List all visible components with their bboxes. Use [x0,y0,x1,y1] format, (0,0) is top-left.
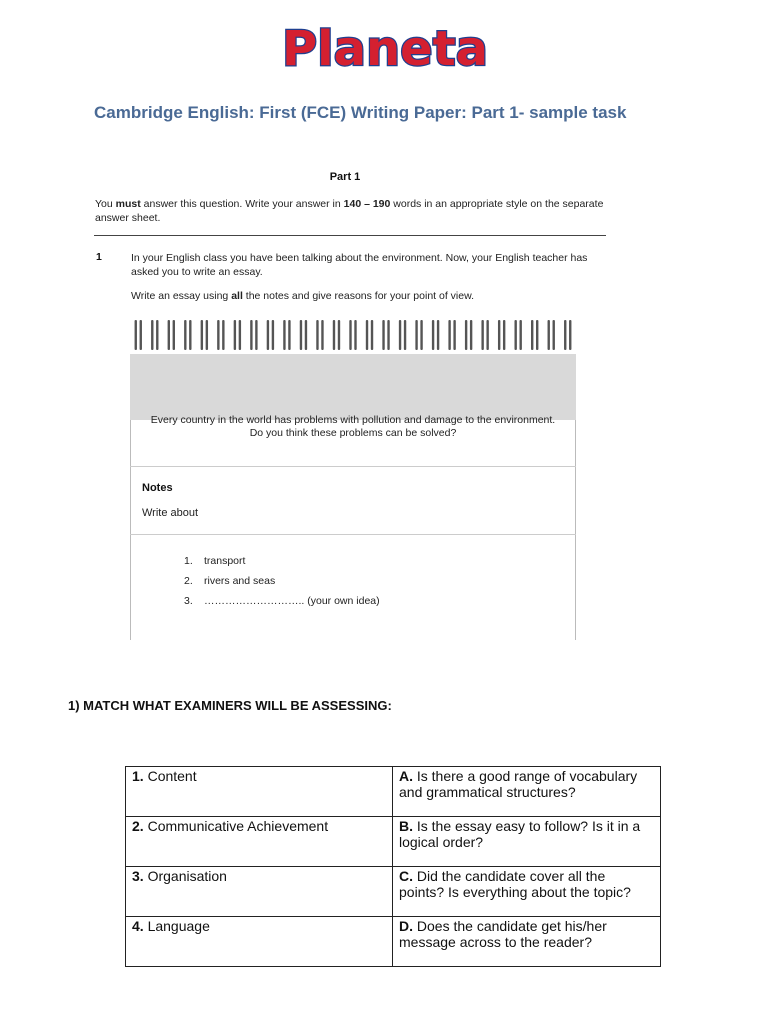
criterion-cell [126,767,393,817]
description-letter: D. [399,918,413,934]
part-heading [0,171,690,183]
criterion-text: Language [143,918,210,934]
description-text: Is the essay easy to follow? Is it in a logical order? [399,818,641,850]
table-row [126,767,661,817]
notes-list [184,555,380,615]
question-number: 1 [96,251,102,263]
table-row [126,917,661,967]
criterion-number: 2. [132,818,144,834]
logo-text: Planeta [281,21,489,77]
description-text: Does the candidate get his/her message across to the reader? [399,918,607,950]
matching-table [125,766,661,967]
spiral-binding-icon [130,318,576,354]
notes-list-item [184,555,380,575]
task-instructions [95,197,615,225]
criterion-text: Content [143,768,197,784]
description-cell [393,817,661,867]
criterion-text: Organisation [143,868,227,884]
description-letter: A. [399,768,413,784]
instructions-text: answer this question. Write your answer in [140,198,344,210]
description-text: Is there a good range of vocabulary and grammatical structures? [399,768,638,800]
notes-item-number: 3. [184,595,193,607]
planeta-logo [250,18,520,80]
description-text: Did the candidate cover all the points? Is everything about the topic? [399,868,631,900]
question-instruction-text: the notes and give reasons for your point of view. [242,290,475,302]
question-instruction [131,290,601,302]
question-instruction-bold: all [231,290,243,302]
essay-prompt [130,414,576,440]
notes-list-item [184,575,380,595]
criterion-number: 4. [132,918,144,934]
table-row [126,867,661,917]
notes-item-text: transport [204,555,246,567]
instructions-text: You [95,198,116,210]
essay-prompt-line: Do you think these problems can be solved? [249,427,457,439]
instructions-bold-wordcount: 140 – 190 [343,198,391,210]
question-instruction-text: Write an essay using [131,290,232,302]
divider-line [94,235,606,236]
description-cell [393,917,661,967]
document-title: Cambridge English: First (FCE) Writing Paper: Part 1- sample task [94,103,627,122]
instructions-text: words in an appropriate style on the separate answer sheet. [95,198,604,224]
essay-prompt-line: Every country in the world has problems with pollution and damage to the environment. [150,414,556,426]
notes-item-number: 1. [184,555,193,567]
criterion-number: 1. [132,768,144,784]
part-heading-text: Part 1 [329,171,361,183]
question-text: In your English class you have been talking about the environment. Now, your English teacher has asked you to write an essay. [131,252,588,278]
notes-label: Notes [142,482,173,494]
notes-item-text: ……………………….. (your own idea) [204,595,380,607]
criterion-text: Communicative Achievement [143,818,329,834]
section-heading: 1) MATCH WHAT EXAMINERS WILL BE ASSESSING: [68,698,392,713]
criterion-number: 3. [132,868,144,884]
notepad-box [130,318,576,640]
instructions-bold-must: must [115,198,141,210]
criterion-cell [126,867,393,917]
notes-item-text: rivers and seas [204,575,276,587]
notepad-divider [130,466,576,467]
table-row [126,817,661,867]
notes-item-number: 2. [184,575,193,587]
notepad-header [130,354,576,420]
criterion-cell [126,917,393,967]
criterion-cell [126,817,393,867]
write-about-label: Write about [142,507,199,519]
description-cell [393,867,661,917]
description-cell [393,767,661,817]
description-letter: B. [399,818,413,834]
notepad-divider [130,534,576,535]
notes-list-item [184,595,380,615]
description-letter: C. [399,868,413,884]
